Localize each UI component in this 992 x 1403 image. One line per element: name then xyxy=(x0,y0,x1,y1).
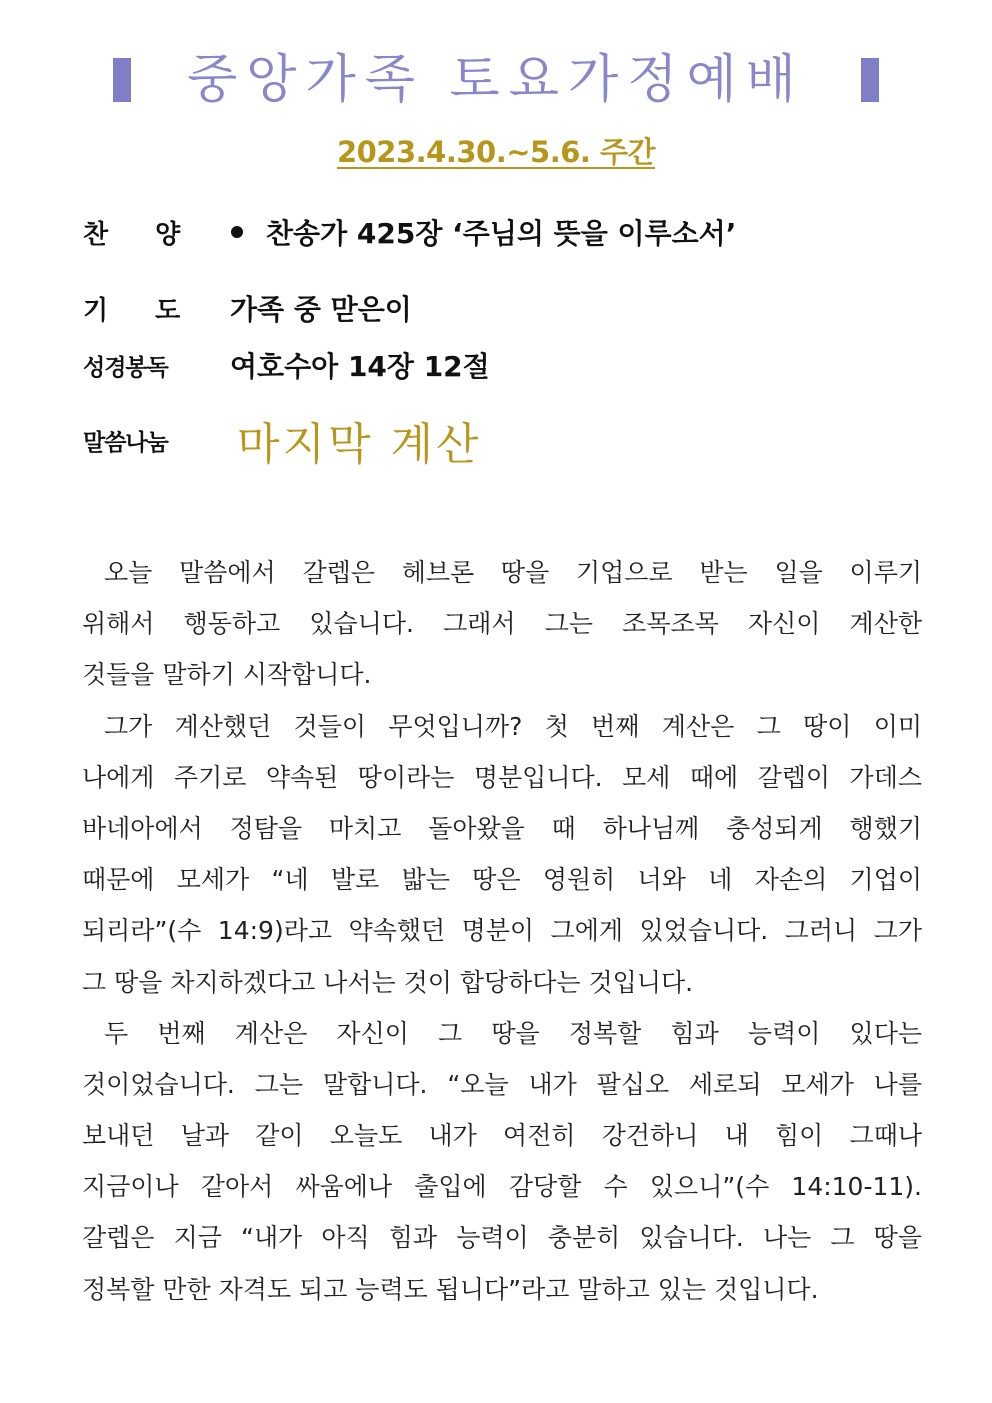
body-line: 그가 계산했던 것들이 무엇입니까? 첫 번째 계산은 그 땅이 이미 xyxy=(104,711,922,741)
body-line: 위해서 행동하고 있습니다. 그래서 그는 조목조목 자신이 계산한 xyxy=(82,609,922,639)
body-line: 두 번째 계산은 자신이 그 땅을 정복할 힘과 능력이 있다는 xyxy=(104,1018,922,1048)
hymn-value: 찬송가 425장 ‘주님의 뜻을 이루소서’ xyxy=(266,217,737,250)
body-line: 그 땅을 차지하겠다고 나서는 것이 합당하다는 것입니다. xyxy=(82,967,694,997)
title-right-bar xyxy=(861,58,879,102)
title-left-bar xyxy=(113,58,131,102)
prayer-label: 기 도 xyxy=(83,295,181,326)
body-line: 나에게 주기로 약속된 땅이라는 명분입니다. 모세 때에 갈렙이 가데스 xyxy=(82,762,922,792)
reading-label: 성경봉독 xyxy=(83,354,168,381)
page-title: 중앙가족 토요가정예배 xyxy=(187,50,805,110)
body-line: 되리라”(수 14:9)라고 약속했던 명분이 그에게 있었습니다. 그러니 그가 xyxy=(82,916,922,946)
sermon-row xyxy=(83,408,482,472)
body-line: 바네아에서 정탐을 마치고 돌아왔을 때 하나님께 충성되게 행했기 xyxy=(82,813,922,843)
hymn-label: 찬 양 xyxy=(83,219,181,250)
prayer-value: 가족 중 맏은이 xyxy=(230,293,412,326)
sermon-label: 말씀나눔 xyxy=(83,429,168,456)
title-row xyxy=(0,45,992,115)
body-line: 것들을 말하기 시작합니다. xyxy=(82,660,372,690)
body-line: 보내던 날과 같이 오늘도 내가 여전히 강건하니 내 힘이 그때나 xyxy=(82,1121,922,1151)
bullet-icon xyxy=(231,226,243,238)
prayer-row xyxy=(83,288,412,328)
reading-row xyxy=(83,345,490,385)
body-line: 정복할 만한 자격도 되고 능력도 됩니다”라고 말하고 있는 것입니다. xyxy=(82,1274,819,1304)
reading-value: 여호수아 14장 12절 xyxy=(230,350,490,383)
sermon-title: 마지막 계산 xyxy=(237,419,482,470)
sermon-body xyxy=(82,547,922,1315)
date-range: 2023.4.30.~5.6. 주간 xyxy=(336,135,656,169)
body-line: 것이었습니다. 그는 말합니다. “오늘 내가 팔십오 세로되 모세가 나를 xyxy=(82,1069,922,1099)
body-line: 때문에 모세가 “네 발로 밟는 땅은 영원히 너와 네 자손의 기업이 xyxy=(82,865,922,895)
body-line: 지금이나 같아서 싸움에나 출입에 감당할 수 있으니”(수 14:10-11). xyxy=(82,1172,922,1202)
body-line: 오늘 말씀에서 갈렙은 헤브론 땅을 기업으로 받는 일을 이루기 xyxy=(104,558,922,587)
body-line: 갈렙은 지금 “내가 아직 힘과 능력이 충분히 있습니다. 나는 그 땅을 xyxy=(82,1223,922,1253)
hymn-row xyxy=(83,212,736,252)
